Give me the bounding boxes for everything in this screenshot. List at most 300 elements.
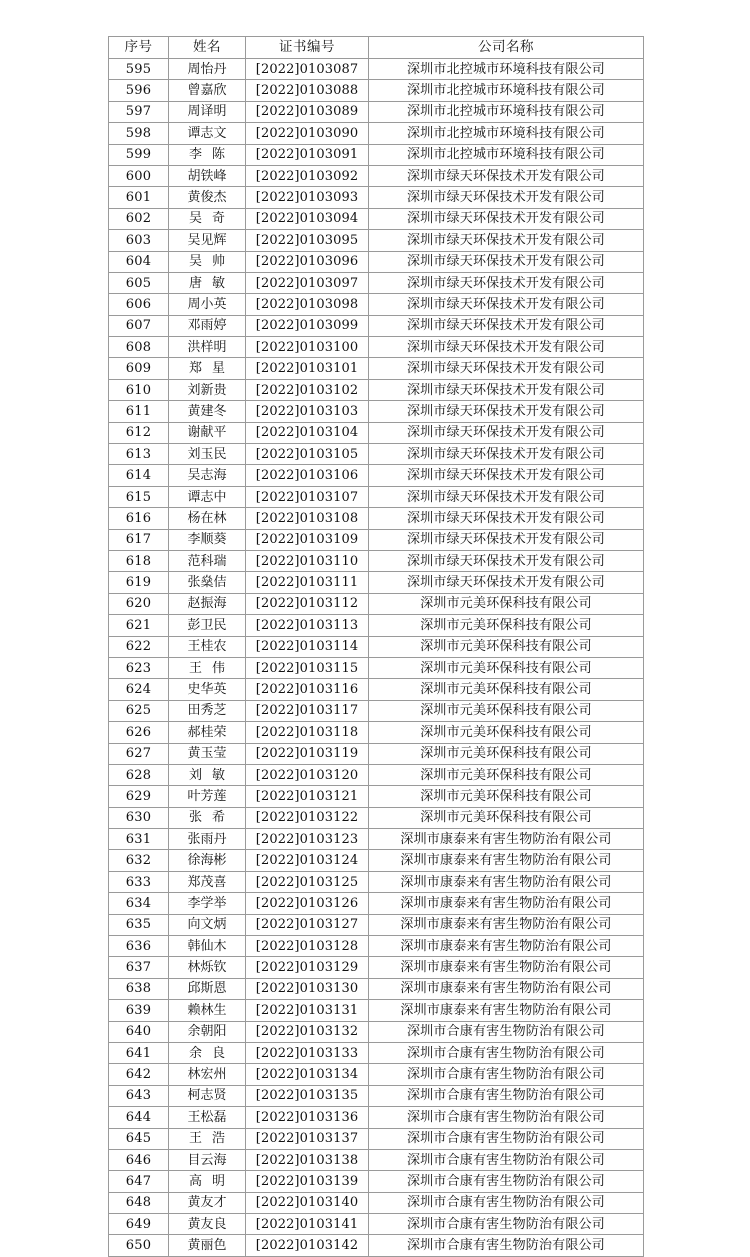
- row-company-cell: 深圳市元美环保科技有限公司: [369, 657, 644, 678]
- row-company-cell: 深圳市绿天环保技术开发有限公司: [369, 187, 644, 208]
- row-company-cell: 深圳市北控城市环境科技有限公司: [369, 144, 644, 165]
- row-certificate-cell: [2022]0103112: [246, 593, 369, 614]
- row-name-text: 黄丽色: [187, 1238, 227, 1254]
- row-company-cell: 深圳市合康有害生物防治有限公司: [369, 1085, 644, 1106]
- row-name-cell: [169, 444, 246, 465]
- row-name-cell: [169, 123, 246, 144]
- row-index-cell: 612: [109, 422, 169, 443]
- row-name-cell: [169, 850, 246, 871]
- row-name-cell: [169, 764, 246, 785]
- row-company-cell: 深圳市绿天环保技术开发有限公司: [369, 508, 644, 529]
- row-company-cell: 深圳市元美环保科技有限公司: [369, 615, 644, 636]
- table-row: [109, 914, 644, 935]
- row-index-cell: 636: [109, 936, 169, 957]
- row-certificate-cell: [2022]0103124: [246, 850, 369, 871]
- row-company-cell: 深圳市康泰来有害生物防治有限公司: [369, 871, 644, 892]
- row-certificate-cell: [2022]0103131: [246, 1000, 369, 1021]
- row-company-cell: 深圳市康泰来有害生物防治有限公司: [369, 978, 644, 999]
- table-row: [109, 1214, 644, 1235]
- row-company-cell: 深圳市元美环保科技有限公司: [369, 722, 644, 743]
- row-name-text: 李顺葵: [187, 532, 227, 548]
- row-company-cell: 深圳市绿天环保技术开发有限公司: [369, 294, 644, 315]
- row-certificate-cell: [2022]0103122: [246, 807, 369, 828]
- table-row: [109, 786, 644, 807]
- row-certificate-cell: [2022]0103119: [246, 743, 369, 764]
- row-company-cell: 深圳市康泰来有害生物防治有限公司: [369, 1000, 644, 1021]
- table-row: [109, 337, 644, 358]
- table-row: [109, 508, 644, 529]
- row-company-cell: 深圳市康泰来有害生物防治有限公司: [369, 936, 644, 957]
- row-name-cell: [169, 1000, 246, 1021]
- row-company-cell: 深圳市绿天环保技术开发有限公司: [369, 550, 644, 571]
- table-row: [109, 764, 644, 785]
- row-certificate-cell: [2022]0103106: [246, 465, 369, 486]
- table-row: [109, 679, 644, 700]
- row-index-cell: 603: [109, 230, 169, 251]
- row-certificate-cell: [2022]0103115: [246, 657, 369, 678]
- row-name-cell: [169, 1171, 246, 1192]
- row-index-cell: 643: [109, 1085, 169, 1106]
- row-certificate-cell: [2022]0103139: [246, 1171, 369, 1192]
- table-row: [109, 80, 644, 101]
- row-name-text: 柯志贤: [187, 1088, 227, 1104]
- row-name-text: 刘敏: [188, 767, 235, 783]
- row-name-text: 张雨丹: [187, 831, 227, 847]
- row-name-cell: [169, 1021, 246, 1042]
- row-name-text: 周译明: [187, 104, 227, 120]
- row-index-cell: 599: [109, 144, 169, 165]
- row-index-cell: 616: [109, 508, 169, 529]
- row-name-cell: [169, 1192, 246, 1213]
- row-company-cell: 深圳市元美环保科技有限公司: [369, 679, 644, 700]
- row-certificate-cell: [2022]0103142: [246, 1235, 369, 1256]
- row-certificate-cell: [2022]0103090: [246, 123, 369, 144]
- row-company-cell: 深圳市绿天环保技术开发有限公司: [369, 251, 644, 272]
- row-name-cell: [169, 679, 246, 700]
- row-index-cell: 626: [109, 722, 169, 743]
- row-certificate-cell: [2022]0103137: [246, 1128, 369, 1149]
- row-certificate-cell: [2022]0103111: [246, 572, 369, 593]
- row-index-cell: 615: [109, 486, 169, 507]
- row-certificate-cell: [2022]0103104: [246, 422, 369, 443]
- row-certificate-cell: [2022]0103138: [246, 1149, 369, 1170]
- row-index-cell: 608: [109, 337, 169, 358]
- row-certificate-cell: [2022]0103125: [246, 871, 369, 892]
- row-certificate-cell: [2022]0103135: [246, 1085, 369, 1106]
- row-certificate-cell: [2022]0103126: [246, 893, 369, 914]
- row-name-cell: [169, 294, 246, 315]
- table-row: [109, 315, 644, 336]
- row-certificate-cell: [2022]0103089: [246, 101, 369, 122]
- certificate-roster-table: [108, 36, 644, 1257]
- row-certificate-cell: [2022]0103123: [246, 829, 369, 850]
- row-company-cell: 深圳市元美环保科技有限公司: [369, 636, 644, 657]
- row-index-cell: 628: [109, 764, 169, 785]
- row-name-text: 唐敏: [188, 275, 235, 291]
- row-index-cell: 618: [109, 550, 169, 571]
- table-row: [109, 465, 644, 486]
- row-certificate-cell: [2022]0103094: [246, 208, 369, 229]
- row-company-cell: 深圳市合康有害生物防治有限公司: [369, 1171, 644, 1192]
- table-row: [109, 1107, 644, 1128]
- row-name-text: 刘玉民: [187, 446, 227, 462]
- table-row: [109, 401, 644, 422]
- row-name-cell: [169, 208, 246, 229]
- row-index-cell: 630: [109, 807, 169, 828]
- row-name-cell: [169, 1042, 246, 1063]
- row-index-cell: 607: [109, 315, 169, 336]
- table-row: [109, 1171, 644, 1192]
- row-name-cell: [169, 508, 246, 529]
- row-name-cell: [169, 379, 246, 400]
- row-certificate-cell: [2022]0103118: [246, 722, 369, 743]
- row-certificate-cell: [2022]0103141: [246, 1214, 369, 1235]
- row-name-cell: [169, 957, 246, 978]
- table-row: [109, 572, 644, 593]
- row-name-cell: [169, 978, 246, 999]
- table-row: [109, 379, 644, 400]
- row-company-cell: 深圳市绿天环保技术开发有限公司: [369, 379, 644, 400]
- row-name-cell: [169, 1128, 246, 1149]
- table-row: [109, 807, 644, 828]
- row-name-text: 谢献平: [187, 425, 227, 441]
- row-company-cell: 深圳市北控城市环境科技有限公司: [369, 59, 644, 80]
- row-index-cell: 647: [109, 1171, 169, 1192]
- row-name-cell: [169, 1214, 246, 1235]
- row-index-cell: 623: [109, 657, 169, 678]
- row-company-cell: 深圳市绿天环保技术开发有限公司: [369, 208, 644, 229]
- row-company-cell: 深圳市康泰来有害生物防治有限公司: [369, 914, 644, 935]
- row-certificate-cell: [2022]0103117: [246, 700, 369, 721]
- row-index-cell: 638: [109, 978, 169, 999]
- row-index-cell: 629: [109, 786, 169, 807]
- row-certificate-cell: [2022]0103113: [246, 615, 369, 636]
- row-name-cell: [169, 401, 246, 422]
- row-certificate-cell: [2022]0103103: [246, 401, 369, 422]
- row-index-cell: 644: [109, 1107, 169, 1128]
- row-name-text: 郑茂喜: [187, 874, 227, 890]
- row-name-cell: [169, 1149, 246, 1170]
- row-certificate-cell: [2022]0103136: [246, 1107, 369, 1128]
- row-name-text: 黄友才: [187, 1195, 227, 1211]
- row-index-cell: 605: [109, 272, 169, 293]
- row-index-cell: 641: [109, 1042, 169, 1063]
- row-company-cell: 深圳市北控城市环境科技有限公司: [369, 123, 644, 144]
- row-certificate-cell: [2022]0103140: [246, 1192, 369, 1213]
- row-index-cell: 611: [109, 401, 169, 422]
- row-name-cell: [169, 936, 246, 957]
- row-name-cell: [169, 337, 246, 358]
- row-index-cell: 617: [109, 529, 169, 550]
- row-company-cell: 深圳市绿天环保技术开发有限公司: [369, 529, 644, 550]
- row-name-text: 邓雨婷: [187, 318, 227, 334]
- table-row: [109, 165, 644, 186]
- row-name-text: 邱斯恩: [187, 981, 227, 997]
- row-index-cell: 648: [109, 1192, 169, 1213]
- row-index-cell: 634: [109, 893, 169, 914]
- table-row: [109, 722, 644, 743]
- row-company-cell: 深圳市元美环保科技有限公司: [369, 700, 644, 721]
- table-row: [109, 444, 644, 465]
- row-name-text: 范科瑞: [187, 553, 227, 569]
- row-name-cell: [169, 786, 246, 807]
- row-certificate-cell: [2022]0103110: [246, 550, 369, 571]
- row-company-cell: 深圳市合康有害生物防治有限公司: [369, 1042, 644, 1063]
- row-name-text: 林宏州: [187, 1067, 227, 1083]
- table-body: [109, 59, 644, 1257]
- row-index-cell: 621: [109, 615, 169, 636]
- row-name-cell: [169, 358, 246, 379]
- row-certificate-cell: [2022]0103093: [246, 187, 369, 208]
- row-name-text: 吴奇: [188, 211, 235, 227]
- row-name-text: 曾嘉欣: [187, 83, 227, 99]
- row-certificate-cell: [2022]0103133: [246, 1042, 369, 1063]
- row-certificate-cell: [2022]0103099: [246, 315, 369, 336]
- row-company-cell: 深圳市合康有害生物防治有限公司: [369, 1192, 644, 1213]
- row-name-text: 王伟: [188, 660, 235, 676]
- row-certificate-cell: [2022]0103095: [246, 230, 369, 251]
- row-index-cell: 646: [109, 1149, 169, 1170]
- row-certificate-cell: [2022]0103130: [246, 978, 369, 999]
- table-row: [109, 358, 644, 379]
- row-name-text: 余朝阳: [187, 1024, 227, 1040]
- row-name-text: 叶芳莲: [187, 788, 227, 804]
- row-name-cell: [169, 101, 246, 122]
- row-index-cell: 613: [109, 444, 169, 465]
- table-row: [109, 615, 644, 636]
- row-name-cell: [169, 657, 246, 678]
- row-certificate-cell: [2022]0103107: [246, 486, 369, 507]
- row-name-cell: [169, 144, 246, 165]
- row-name-text: 余良: [188, 1045, 235, 1061]
- row-name-text: 刘新贵: [187, 382, 227, 398]
- row-certificate-cell: [2022]0103134: [246, 1064, 369, 1085]
- row-company-cell: 深圳市康泰来有害生物防治有限公司: [369, 829, 644, 850]
- row-name-text: 黄友良: [187, 1216, 227, 1232]
- table-header-row: [109, 37, 644, 59]
- table-row: [109, 871, 644, 892]
- row-name-text: 高明: [188, 1174, 235, 1189]
- row-name-text: 郑星: [188, 361, 235, 377]
- row-company-cell: 深圳市绿天环保技术开发有限公司: [369, 358, 644, 379]
- row-company-cell: 深圳市康泰来有害生物防治有限公司: [369, 850, 644, 871]
- row-certificate-cell: [2022]0103129: [246, 957, 369, 978]
- row-company-cell: 深圳市绿天环保技术开发有限公司: [369, 337, 644, 358]
- row-name-text: 徐海彬: [187, 853, 227, 869]
- row-name-text: 洪样明: [187, 339, 227, 355]
- row-name-text: 赖林生: [187, 1002, 227, 1018]
- row-company-cell: 深圳市绿天环保技术开发有限公司: [369, 315, 644, 336]
- table-row: [109, 123, 644, 144]
- row-name-cell: [169, 80, 246, 101]
- table-row: [109, 850, 644, 871]
- row-name-cell: [169, 807, 246, 828]
- table-row: [109, 294, 644, 315]
- row-name-cell: [169, 251, 246, 272]
- row-name-cell: [169, 636, 246, 657]
- row-certificate-cell: [2022]0103109: [246, 529, 369, 550]
- row-index-cell: 620: [109, 593, 169, 614]
- row-certificate-cell: [2022]0103102: [246, 379, 369, 400]
- table-row: [109, 593, 644, 614]
- table-row: [109, 957, 644, 978]
- table-row: [109, 230, 644, 251]
- table-row: [109, 829, 644, 850]
- table-row: [109, 978, 644, 999]
- row-name-text: 王浩: [188, 1131, 235, 1147]
- row-certificate-cell: [2022]0103101: [246, 358, 369, 379]
- row-index-cell: 649: [109, 1214, 169, 1235]
- row-name-text: 李学举: [187, 895, 227, 911]
- table-header: [109, 37, 644, 59]
- row-index-cell: 633: [109, 871, 169, 892]
- row-company-cell: 深圳市绿天环保技术开发有限公司: [369, 401, 644, 422]
- row-name-cell: [169, 1235, 246, 1256]
- row-name-text: 张燊佶: [187, 575, 227, 591]
- row-company-cell: 深圳市元美环保科技有限公司: [369, 807, 644, 828]
- row-certificate-cell: [2022]0103092: [246, 165, 369, 186]
- row-certificate-cell: [2022]0103098: [246, 294, 369, 315]
- row-index-cell: 640: [109, 1021, 169, 1042]
- row-certificate-cell: [2022]0103091: [246, 144, 369, 165]
- row-index-cell: 600: [109, 165, 169, 186]
- row-name-text: 谭志文: [187, 125, 227, 141]
- table-row: [109, 144, 644, 165]
- table-row: [109, 486, 644, 507]
- row-index-cell: 639: [109, 1000, 169, 1021]
- row-company-cell: 深圳市元美环保科技有限公司: [369, 764, 644, 785]
- row-name-text: 谭志中: [187, 489, 227, 505]
- row-company-cell: 深圳市绿天环保技术开发有限公司: [369, 486, 644, 507]
- table-row: [109, 700, 644, 721]
- table-row: [109, 251, 644, 272]
- column-header-name: 姓名: [169, 37, 246, 59]
- row-certificate-cell: [2022]0103114: [246, 636, 369, 657]
- row-index-cell: 598: [109, 123, 169, 144]
- row-name-text: 王松磊: [187, 1109, 227, 1125]
- row-company-cell: 深圳市元美环保科技有限公司: [369, 593, 644, 614]
- row-name-text: 史华英: [187, 682, 227, 698]
- row-company-cell: 深圳市康泰来有害生物防治有限公司: [369, 893, 644, 914]
- row-name-cell: [169, 700, 246, 721]
- row-index-cell: 650: [109, 1235, 169, 1256]
- row-name-text: 韩仙木: [187, 938, 227, 954]
- table-row: [109, 422, 644, 443]
- table-row: [109, 1235, 644, 1256]
- row-index-cell: 645: [109, 1128, 169, 1149]
- table-row: [109, 1000, 644, 1021]
- row-index-cell: 595: [109, 59, 169, 80]
- row-company-cell: 深圳市合康有害生物防治有限公司: [369, 1214, 644, 1235]
- row-company-cell: 深圳市北控城市环境科技有限公司: [369, 101, 644, 122]
- table-row: [109, 1064, 644, 1085]
- row-company-cell: 深圳市合康有害生物防治有限公司: [369, 1064, 644, 1085]
- row-name-cell: [169, 1064, 246, 1085]
- row-name-text: 王桂农: [187, 639, 227, 655]
- table-row: [109, 59, 644, 80]
- row-name-cell: [169, 486, 246, 507]
- column-header-cert: 证书编号: [246, 37, 369, 59]
- table-row: [109, 208, 644, 229]
- table-row: [109, 743, 644, 764]
- table-row: [109, 1085, 644, 1106]
- row-index-cell: 614: [109, 465, 169, 486]
- row-index-cell: 622: [109, 636, 169, 657]
- table-row: [109, 636, 644, 657]
- row-name-text: 赵振海: [187, 596, 227, 612]
- row-company-cell: 深圳市绿天环保技术开发有限公司: [369, 272, 644, 293]
- row-name-cell: [169, 59, 246, 80]
- table-row: [109, 893, 644, 914]
- row-name-cell: [169, 422, 246, 443]
- row-name-text: 田秀芝: [187, 703, 227, 719]
- table-row: [109, 550, 644, 571]
- table-row: [109, 1042, 644, 1063]
- table-row: [109, 187, 644, 208]
- row-name-text: 周怡丹: [187, 61, 227, 77]
- row-index-cell: 632: [109, 850, 169, 871]
- row-company-cell: 深圳市绿天环保技术开发有限公司: [369, 444, 644, 465]
- row-name-cell: [169, 165, 246, 186]
- row-company-cell: 深圳市绿天环保技术开发有限公司: [369, 422, 644, 443]
- row-index-cell: 601: [109, 187, 169, 208]
- row-index-cell: 596: [109, 80, 169, 101]
- row-certificate-cell: [2022]0103132: [246, 1021, 369, 1042]
- row-company-cell: 深圳市元美环保科技有限公司: [369, 743, 644, 764]
- row-index-cell: 631: [109, 829, 169, 850]
- table-row: [109, 101, 644, 122]
- row-name-text: 杨在林: [187, 510, 227, 526]
- row-index-cell: 602: [109, 208, 169, 229]
- row-index-cell: 604: [109, 251, 169, 272]
- row-name-cell: [169, 315, 246, 336]
- row-company-cell: 深圳市绿天环保技术开发有限公司: [369, 572, 644, 593]
- row-name-text: 吴见辉: [187, 232, 227, 248]
- table-row: [109, 1128, 644, 1149]
- row-name-cell: [169, 722, 246, 743]
- row-company-cell: 深圳市合康有害生物防治有限公司: [369, 1107, 644, 1128]
- row-name-cell: [169, 1107, 246, 1128]
- row-certificate-cell: [2022]0103127: [246, 914, 369, 935]
- row-company-cell: 深圳市绿天环保技术开发有限公司: [369, 465, 644, 486]
- row-index-cell: 635: [109, 914, 169, 935]
- table-row: [109, 936, 644, 957]
- row-company-cell: 深圳市元美环保科技有限公司: [369, 786, 644, 807]
- row-name-cell: [169, 272, 246, 293]
- row-name-cell: [169, 465, 246, 486]
- row-company-cell: 深圳市绿天环保技术开发有限公司: [369, 165, 644, 186]
- row-name-text: 目云海: [187, 1152, 227, 1168]
- table-row: [109, 529, 644, 550]
- row-name-cell: [169, 572, 246, 593]
- row-index-cell: 597: [109, 101, 169, 122]
- row-index-cell: 625: [109, 700, 169, 721]
- row-index-cell: 627: [109, 743, 169, 764]
- row-certificate-cell: [2022]0103087: [246, 59, 369, 80]
- row-name-text: 吴志海: [187, 468, 227, 484]
- row-name-text: 黄建冬: [187, 403, 227, 419]
- row-certificate-cell: [2022]0103088: [246, 80, 369, 101]
- row-name-cell: [169, 829, 246, 850]
- row-index-cell: 624: [109, 679, 169, 700]
- row-company-cell: 深圳市康泰来有害生物防治有限公司: [369, 957, 644, 978]
- row-name-cell: [169, 593, 246, 614]
- row-certificate-cell: [2022]0103121: [246, 786, 369, 807]
- row-index-cell: 606: [109, 294, 169, 315]
- row-name-text: 胡铁峰: [187, 168, 227, 184]
- row-name-cell: [169, 871, 246, 892]
- row-certificate-cell: [2022]0103108: [246, 508, 369, 529]
